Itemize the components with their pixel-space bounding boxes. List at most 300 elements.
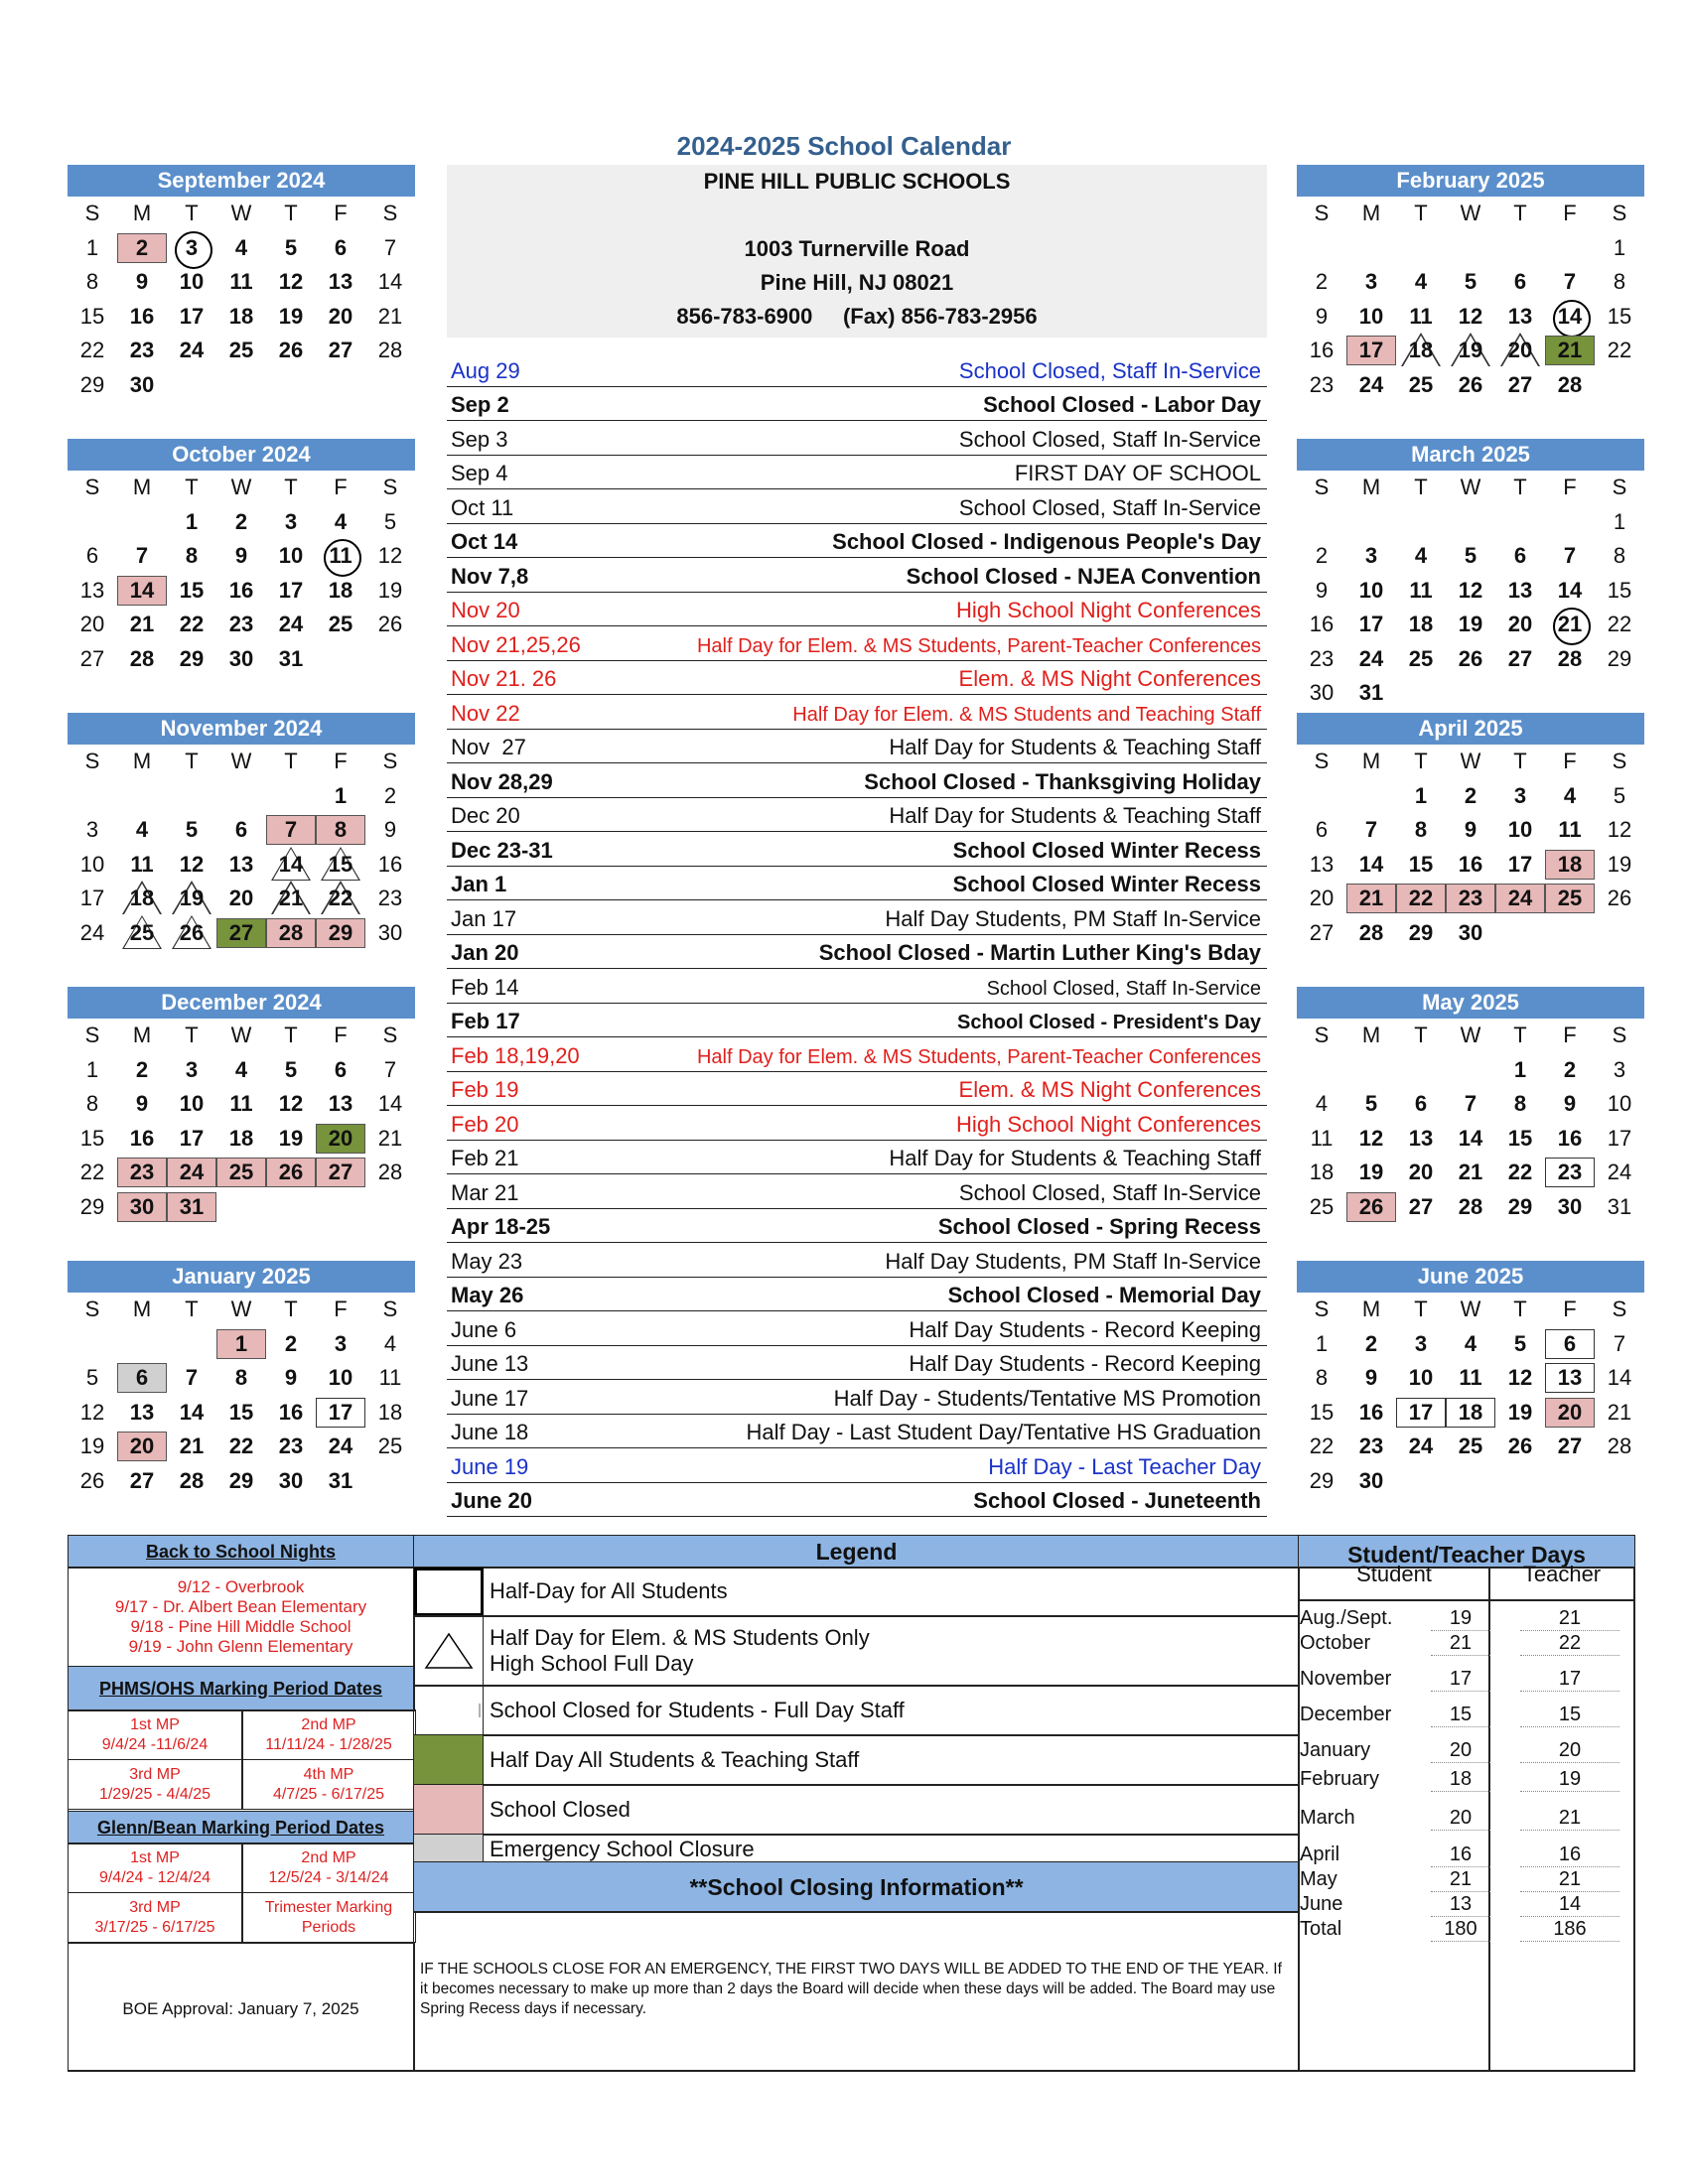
calendar-day: 21 — [1346, 884, 1396, 913]
calendar-day: 7 — [383, 1056, 397, 1082]
calendar-day: 8 — [1315, 1365, 1329, 1391]
calendar-day: 14 — [1607, 1365, 1632, 1391]
calendar-day — [1495, 678, 1545, 708]
calendar-day: 21 — [377, 303, 403, 329]
days-teacher: 20 — [1520, 1739, 1619, 1763]
days-student: 17 — [1431, 1668, 1490, 1692]
event-row — [447, 935, 1267, 970]
calendar-day: 9 — [1563, 1091, 1577, 1117]
event-date: Oct 14 — [451, 529, 518, 554]
calendar-day: 7 — [1364, 817, 1378, 843]
weekday-label: F — [1563, 1297, 1577, 1322]
days-teacher: 186 — [1520, 1918, 1619, 1942]
event-row — [447, 1346, 1267, 1381]
event-date: Jan 1 — [451, 872, 507, 896]
event-description: Half Day for Students & Teaching Staff — [889, 803, 1261, 828]
event-date: Nov 22 — [451, 700, 520, 726]
weekday-label: S — [1612, 1297, 1627, 1322]
calendar-day: 12 — [1607, 817, 1632, 843]
week-row — [1297, 265, 1644, 300]
calendar-day: 1 — [1414, 782, 1428, 808]
calendar-day: 9 — [1315, 303, 1329, 329]
week-row — [68, 916, 415, 951]
calendar-day — [1396, 1466, 1446, 1496]
event-date: Feb 14 — [451, 974, 519, 1000]
calendar-day: 15 — [179, 577, 205, 603]
month-header: March 2025 — [1297, 439, 1644, 471]
calendar-day: 2 — [383, 782, 397, 808]
month-calendar — [68, 987, 415, 1230]
calendar-day: 2 — [117, 233, 167, 263]
days-row — [1300, 1668, 1633, 1694]
week-row — [1297, 1361, 1644, 1396]
calendar-day-number: 18 — [1408, 338, 1434, 363]
closing-header: **School Closing Information** — [413, 1861, 1300, 1913]
days-student: 13 — [1431, 1893, 1490, 1917]
event-description: School Closed - Labor Day — [983, 392, 1261, 417]
calendar-day — [1297, 507, 1346, 537]
calendar-day — [316, 370, 365, 400]
weekday-label: S — [382, 749, 398, 774]
days-student: 20 — [1431, 1739, 1490, 1763]
calendar-day: 6 — [334, 1056, 348, 1082]
calendar-day: 5 — [284, 1056, 298, 1082]
event-date: Aug 29 — [451, 357, 520, 383]
calendar-day: 14 — [1545, 302, 1595, 332]
bts-item: 9/12 - Overbrook — [177, 1577, 305, 1596]
calendar-day: 28 — [129, 645, 155, 671]
calendar-day: 3 — [85, 817, 99, 843]
days-month: April — [1300, 1843, 1340, 1865]
days-student: 18 — [1431, 1768, 1490, 1792]
legend-swatch — [414, 1835, 484, 1864]
calendar-day: 30 — [1358, 1467, 1384, 1493]
weekday-label: M — [1361, 1023, 1381, 1048]
calendar-day: 17 — [179, 303, 205, 329]
calendar-day: 25 — [1545, 884, 1595, 913]
weekday-label: S — [1314, 749, 1330, 774]
calendar-day: 22 — [179, 612, 205, 637]
week-row — [1297, 1122, 1644, 1157]
calendar-day — [117, 781, 167, 811]
weekday-label: S — [1612, 201, 1627, 226]
calendar-day: 28 — [377, 1160, 403, 1185]
calendar-day: 9 — [383, 817, 397, 843]
calendar-day — [167, 918, 216, 948]
days-month: March — [1300, 1807, 1355, 1829]
calendar-day: 10 — [179, 269, 205, 295]
legend-row — [413, 1615, 1300, 1687]
calendar-day: 27 — [316, 1158, 365, 1187]
calendar-day — [167, 884, 216, 913]
event-row — [447, 1174, 1267, 1209]
triangle-icon — [414, 1616, 484, 1686]
calendar-day — [1595, 370, 1644, 400]
closing-info: IF THE SCHOOLS CLOSE FOR AN EMERGENCY, THE FIRST TWO DAYS WILL BE ADDED TO THE END OF THE YEAR. If it becomes necessary to make up more than 2 days the Board will decide when these days will be added. The Board may use Spring Recess days if necessary. — [413, 1911, 1300, 2072]
legend-row — [413, 1784, 1300, 1836]
week-row — [1297, 231, 1644, 266]
marking-period-cell — [68, 1759, 243, 1810]
marking-period-dates: 4/7/25 - 6/17/25 — [272, 1786, 385, 1803]
calendar-day — [1446, 507, 1495, 537]
calendar-day: 30 — [129, 371, 155, 397]
legend-row — [413, 1834, 1300, 1865]
weekday-label: T — [284, 1023, 298, 1048]
weekday-label: T — [185, 1297, 199, 1322]
event-row — [447, 1004, 1267, 1038]
weekday-label: W — [1460, 749, 1481, 774]
calendar-day-number: 18 — [129, 886, 155, 911]
calendar-day: 28 — [266, 918, 316, 948]
month-header: January 2025 — [68, 1261, 415, 1293]
event-description: Half Day for Elem. & MS Students, Parent-Teacher Conferences — [696, 1045, 1261, 1068]
calendar-day: 11 — [229, 269, 253, 295]
school-info — [447, 165, 1267, 338]
calendar-day: 5 — [1464, 269, 1477, 295]
marking-period-dates: Periods — [301, 1919, 356, 1936]
days-row — [1300, 1739, 1633, 1765]
calendar-day — [1495, 918, 1545, 948]
days-row — [1300, 1918, 1633, 1944]
days-row — [1300, 1893, 1633, 1919]
calendar-day: 20 — [79, 612, 105, 637]
calendar-day: 22 — [1607, 612, 1632, 637]
event-description: School Closed Winter Recess — [952, 872, 1261, 896]
calendar-day: 7 — [1563, 269, 1577, 295]
calendar-day: 14 — [1458, 1125, 1483, 1151]
calendar-day: 6 — [1513, 269, 1527, 295]
event-description: School Closed, Staff In-Service — [958, 357, 1261, 383]
event-row — [447, 730, 1267, 764]
weekday-label: F — [1563, 749, 1577, 774]
calendar-day: 25 — [1458, 1433, 1483, 1459]
calendar-day: 2 — [1464, 782, 1477, 808]
calendar-day: 2 — [1315, 269, 1329, 295]
calendar-day — [1396, 1055, 1446, 1085]
calendar-day: 7 — [383, 234, 397, 260]
days-teacher: 21 — [1520, 1868, 1619, 1892]
event-row — [447, 1072, 1267, 1107]
week-row — [1297, 916, 1644, 951]
legend-row — [413, 1567, 1300, 1617]
calendar-day: 30 — [278, 1467, 304, 1493]
calendar-day — [1446, 678, 1495, 708]
calendar-day-number: 19 — [179, 886, 205, 911]
calendar-day: 14 — [377, 1091, 403, 1117]
calendar-day: 7 — [135, 543, 149, 569]
days-student: 15 — [1431, 1704, 1490, 1727]
calendar-day — [266, 781, 316, 811]
marking-period-cell — [241, 1709, 416, 1760]
calendar-day: 6 — [1545, 1329, 1595, 1359]
calendar-day: 3 — [284, 508, 298, 534]
event-date: Apr 18-25 — [451, 1214, 551, 1239]
calendar-day — [316, 644, 365, 674]
days-student: 21 — [1431, 1868, 1490, 1892]
event-date: June 19 — [451, 1453, 529, 1479]
weekday-label: S — [1314, 1023, 1330, 1048]
event-date: Feb 21 — [451, 1146, 519, 1170]
calendar-day — [266, 370, 316, 400]
legend-text-line: Half Day for Elem. & MS Students Only — [490, 1624, 870, 1650]
calendar-day: 24 — [1358, 371, 1384, 397]
week-row — [68, 882, 415, 916]
calendar-day: 28 — [1607, 1433, 1632, 1459]
calendar-day: 4 — [234, 234, 248, 260]
calendar-day: 5 — [185, 817, 199, 843]
calendar-day: 12 — [1358, 1125, 1384, 1151]
event-row — [447, 626, 1267, 661]
calendar-day: 25 — [377, 1433, 403, 1459]
calendar-day — [1297, 781, 1346, 811]
calendar-day: 29 — [79, 1193, 105, 1219]
week-row — [68, 1396, 415, 1431]
calendar-day: 3 — [185, 1056, 199, 1082]
weekday-label: M — [1361, 201, 1381, 226]
phms-header: PHMS/OHS Marking Period Dates — [68, 1666, 415, 1711]
event-date: Feb 19 — [451, 1077, 519, 1102]
event-row — [447, 1209, 1267, 1244]
calendar-day: 25 — [1408, 371, 1434, 397]
event-description: Half Day for Elem. & MS Students, Parent-Teacher Conferences — [696, 634, 1261, 657]
calendar-day: 21 — [1545, 336, 1595, 365]
calendar-day: 4 — [234, 1056, 248, 1082]
calendar-day: 14 — [179, 1399, 205, 1425]
calendar-day: 18 — [328, 577, 353, 603]
weekday-label: S — [1612, 749, 1627, 774]
calendar-day: 23 — [1446, 884, 1495, 913]
week-row — [1297, 334, 1644, 368]
week-row — [68, 574, 415, 609]
week-row — [1297, 882, 1644, 916]
month-header: November 2024 — [68, 713, 415, 745]
calendar-day: 27 — [1408, 1193, 1434, 1219]
weekday-label: S — [1612, 475, 1627, 500]
calendar-day: 1 — [1613, 508, 1626, 534]
calendar-day — [316, 1192, 365, 1222]
calendar-day: 5 — [383, 508, 397, 534]
calendar-day — [365, 370, 415, 400]
week-row — [68, 642, 415, 677]
calendar-day: 19 — [1507, 1399, 1533, 1425]
calendar-day: 21 — [179, 1433, 205, 1459]
calendar-day — [266, 884, 316, 913]
calendar-day: 17 — [1607, 1125, 1632, 1151]
week-row — [1297, 1156, 1644, 1190]
calendar-day: 23 — [228, 612, 254, 637]
calendar-day: 28 — [1458, 1193, 1483, 1219]
weekday-row — [68, 745, 415, 779]
calendar-day: 20 — [1545, 1398, 1595, 1428]
calendar-day: 13 — [328, 1091, 353, 1117]
calendar-day — [266, 850, 316, 880]
weekday-label: W — [1460, 1023, 1481, 1048]
calendar-day: 28 — [1557, 371, 1583, 397]
weekday-label: W — [230, 475, 252, 500]
weekday-label: M — [132, 749, 152, 774]
weekday-label: T — [284, 201, 298, 226]
calendar-day: 5 — [284, 234, 298, 260]
weekday-label: S — [382, 1297, 398, 1322]
weekday-label: T — [284, 475, 298, 500]
event-date: June 18 — [451, 1420, 529, 1444]
event-description: School Closed, Staff In-Service — [958, 494, 1261, 520]
event-description: School Closed - Thanksgiving Holiday — [864, 768, 1261, 794]
calendar-day: 10 — [79, 851, 105, 877]
calendar-day: 31 — [1358, 680, 1384, 706]
calendar-day: 30 — [1557, 1193, 1583, 1219]
weekday-label: S — [84, 1297, 100, 1322]
calendar-day: 3 — [1364, 543, 1378, 569]
school-address-line2: Pine Hill, NJ 08021 — [760, 270, 954, 295]
calendar-day: 21 — [377, 1125, 403, 1151]
event-row — [447, 1141, 1267, 1175]
event-date: Mar 21 — [451, 1179, 519, 1205]
calendar-day: 17 — [79, 886, 105, 911]
calendar-day: 8 — [85, 269, 99, 295]
days-student-label: Student — [1356, 1562, 1432, 1586]
calendar-day: 29 — [316, 918, 365, 948]
calendar-day: 30 — [1458, 919, 1483, 945]
weekday-row — [68, 471, 415, 505]
calendar-day — [1545, 507, 1595, 537]
marking-period-cell — [241, 1892, 416, 1943]
calendar-day: 26 — [377, 612, 403, 637]
calendar-day: 4 — [1464, 1330, 1477, 1356]
calendar-day — [365, 1192, 415, 1222]
calendar-day: 2 — [1563, 1056, 1577, 1082]
calendar-day: 8 — [85, 1091, 99, 1117]
calendar-day — [1545, 1466, 1595, 1496]
marking-period-label: 3rd MP — [129, 1899, 181, 1916]
calendar-day: 25 — [328, 612, 353, 637]
calendar-day: 18 — [1408, 612, 1434, 637]
calendar-day: 16 — [1309, 612, 1335, 637]
calendar-day: 23 — [1309, 645, 1335, 671]
calendar-day — [365, 644, 415, 674]
legend-text-line: Half-Day for All Students — [490, 1578, 728, 1604]
calendar-day: 29 — [79, 371, 105, 397]
days-teacher: 15 — [1520, 1704, 1619, 1727]
legend-row — [413, 1685, 1300, 1736]
calendar-day: 3 — [1513, 782, 1527, 808]
calendar-day: 23 — [1358, 1433, 1384, 1459]
weekday-label: F — [1563, 1023, 1577, 1048]
legend-swatch — [414, 1735, 484, 1785]
calendar-day: 20 — [1408, 1160, 1434, 1185]
calendar-day: 27 — [129, 1467, 155, 1493]
calendar-day: 24 — [1358, 645, 1384, 671]
calendar-day: 16 — [377, 851, 403, 877]
calendar-day: 20 — [228, 886, 254, 911]
calendar-day: 16 — [1557, 1125, 1583, 1151]
legend-text — [484, 1578, 728, 1604]
calendar-day: 4 — [334, 508, 348, 534]
weekday-row — [1297, 197, 1644, 231]
event-date: Nov 21,25,26 — [451, 631, 581, 657]
calendar-day: 7 — [1563, 543, 1577, 569]
calendar-day: 30 — [377, 919, 403, 945]
calendar-day: 26 — [1507, 1433, 1533, 1459]
calendar-day: 4 — [1414, 269, 1428, 295]
event-description: School Closed - President's Day — [957, 1012, 1261, 1033]
calendar-day-number: 22 — [328, 886, 353, 911]
calendar-day: 1 — [1513, 1056, 1527, 1082]
calendar-day: 28 — [179, 1467, 205, 1493]
weekday-label: M — [1361, 749, 1381, 774]
calendar-day: 1 — [85, 1056, 99, 1082]
week-row — [68, 848, 415, 883]
calendar-day: 17 — [1507, 851, 1533, 877]
week-row — [68, 1087, 415, 1122]
marking-period-dates: 9/4/24 -11/6/24 — [101, 1736, 209, 1753]
calendar-day: 21 — [129, 612, 155, 637]
marking-period-dates: 3/17/25 - 6/17/25 — [94, 1919, 215, 1936]
calendar-day: 3 — [1414, 1330, 1428, 1356]
calendar-day: 12 — [1458, 303, 1483, 329]
event-description: Half Day Students, PM Staff In-Service — [885, 905, 1261, 931]
marking-period-label: 1st MP — [130, 1716, 180, 1733]
calendar-day: 10 — [328, 1365, 353, 1391]
legend-text — [484, 1625, 870, 1677]
weekday-label: T — [185, 1023, 199, 1048]
calendar-day — [1545, 233, 1595, 263]
weekday-label: M — [132, 201, 152, 226]
calendar-day: 29 — [179, 645, 205, 671]
calendar-day: 16 — [1358, 1399, 1384, 1425]
weekday-label: M — [132, 1297, 152, 1322]
calendar-day: 10 — [1607, 1091, 1632, 1117]
calendar-day: 21 — [1545, 610, 1595, 639]
calendar-day: 3 — [1613, 1056, 1626, 1082]
weekday-row — [68, 1293, 415, 1327]
calendar-day: 7 — [266, 815, 316, 845]
calendar-day: 2 — [234, 508, 248, 534]
days-month: November — [1300, 1668, 1392, 1690]
calendar-day: 11 — [229, 1091, 253, 1117]
calendar-day: 17 — [1396, 1398, 1446, 1428]
calendar-day: 11 — [1409, 303, 1433, 329]
month-calendar — [1297, 1261, 1644, 1504]
calendar-day: 29 — [1607, 645, 1632, 671]
calendar-day — [1346, 233, 1396, 263]
calendar-day: 10 — [1358, 577, 1384, 603]
weekday-label: T — [1513, 201, 1527, 226]
weekday-label: F — [334, 1297, 348, 1322]
week-row — [1297, 813, 1644, 848]
calendar-day — [266, 1192, 316, 1222]
calendar-day — [216, 781, 266, 811]
week-row — [68, 505, 415, 540]
calendar-day: 17 — [1358, 612, 1384, 637]
event-date: June 17 — [451, 1385, 529, 1411]
calendar-day — [1495, 233, 1545, 263]
calendar-day: 20 — [117, 1432, 167, 1461]
days-student: 180 — [1431, 1918, 1490, 1942]
school-address-line1: 1003 Turnerville Road — [744, 236, 970, 261]
week-row — [68, 1430, 415, 1464]
event-row — [447, 387, 1267, 422]
weekday-label: W — [1460, 1297, 1481, 1322]
event-description: School Closed, Staff In-Service — [958, 426, 1261, 452]
week-row — [68, 300, 415, 335]
legend-swatch — [414, 1568, 484, 1616]
calendar-day: 12 — [1458, 577, 1483, 603]
weekday-label: W — [230, 1297, 252, 1322]
event-row — [447, 867, 1267, 901]
weekday-label: W — [1460, 475, 1481, 500]
calendar-day: 7 — [1613, 1330, 1626, 1356]
